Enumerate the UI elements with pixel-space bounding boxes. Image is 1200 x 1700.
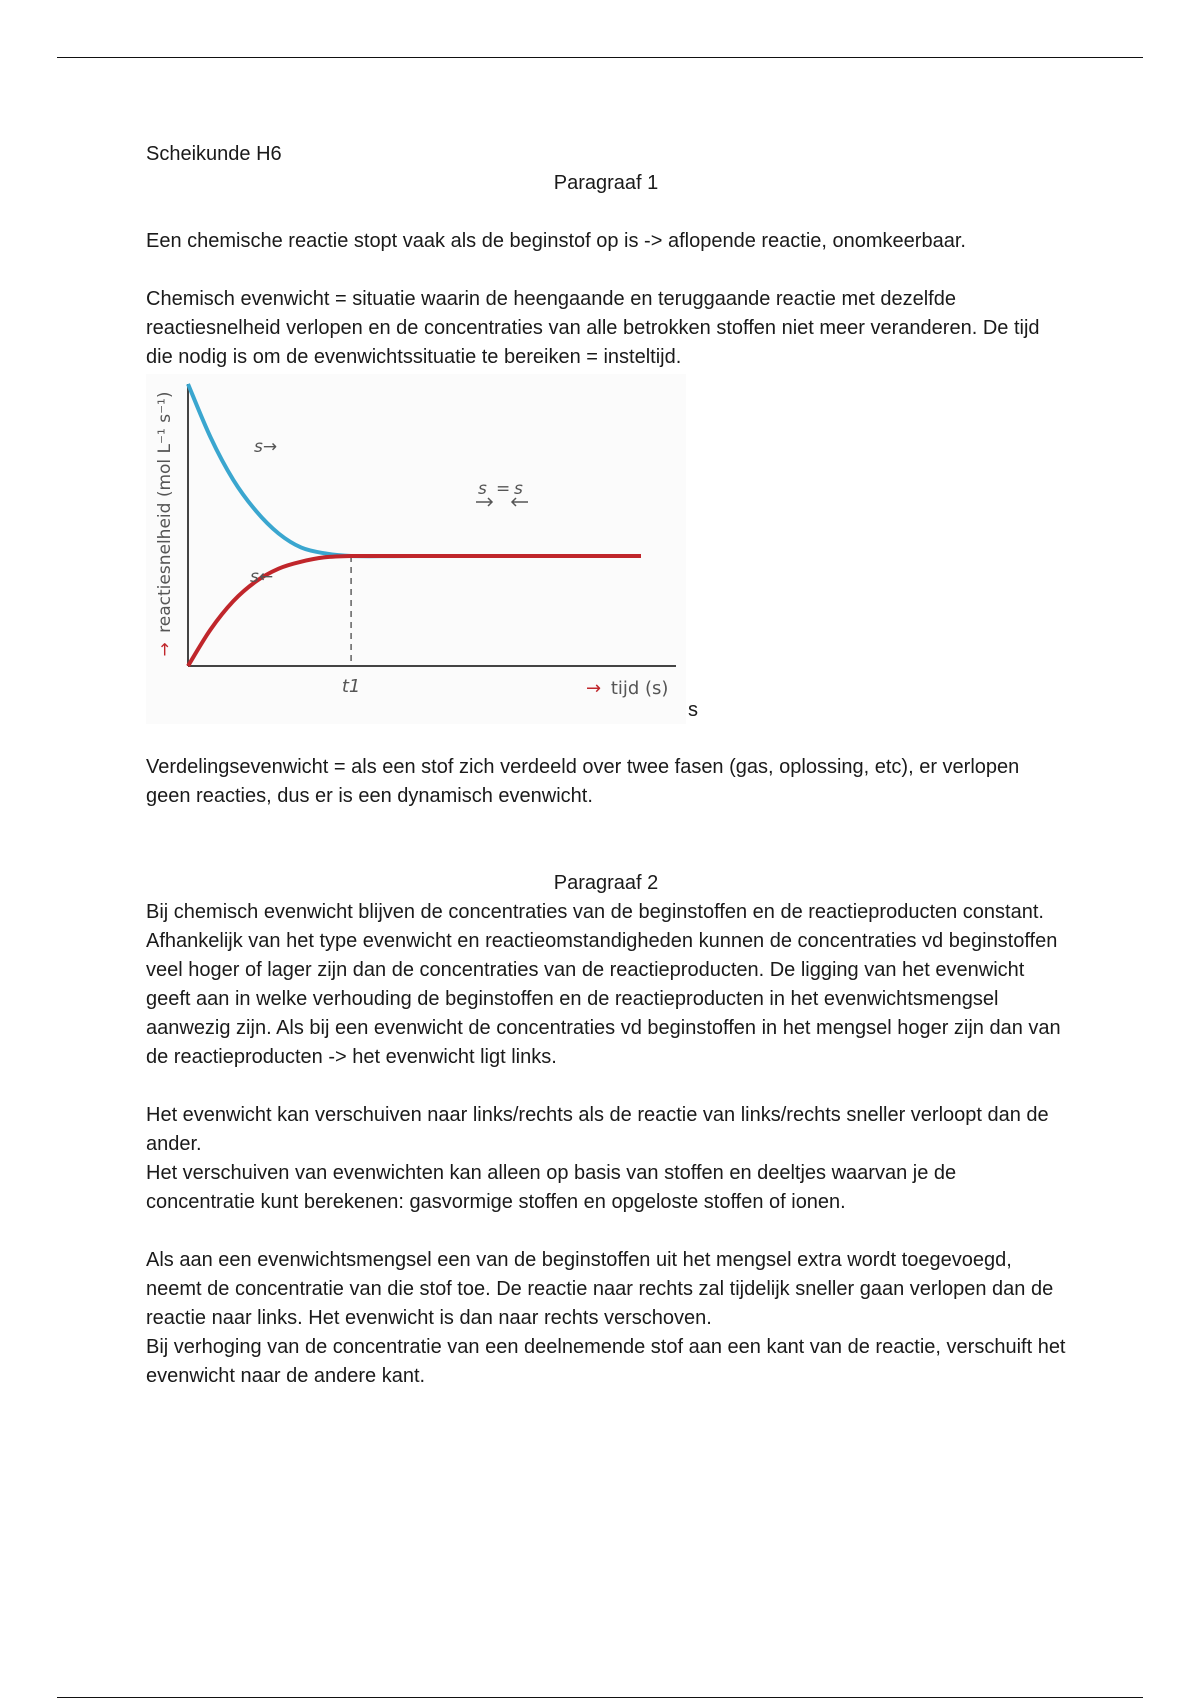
document-title: Scheikunde H6 bbox=[146, 143, 282, 165]
equal-annotation-s1: s bbox=[478, 479, 487, 499]
section2-paragraph-2: Het evenwicht kan verschuiven naar links/rechts als de reactie van links/rechts sneller verloopt dan de ander. bbox=[146, 1104, 1049, 1155]
y-axis-label: reactiesnelheid (mol L⁻¹ s⁻¹) bbox=[155, 391, 175, 633]
document-body bbox=[146, 140, 1066, 1391]
section2-heading: Paragraaf 2 bbox=[553, 872, 659, 894]
section1-heading: Paragraaf 1 bbox=[553, 172, 659, 194]
section1-paragraph-2: Chemisch evenwicht = situatie waarin de heengaande en teruggaande reactie met dezelfde reactiesnelheid verlopen en de concentraties van alle betrokken stoffen niet meer veranderen. De tijd die nodig is om de evenwichtssituatie te bereiken = insteltijd. bbox=[146, 288, 1040, 368]
section1-paragraph-1: Een chemische reactie stopt vaak als de beginstof op is -> aflopende reactie, onomkeerbaar. bbox=[146, 230, 966, 252]
equal-annotation-s2: s bbox=[514, 479, 523, 499]
section2-paragraph-1: Bij chemisch evenwicht blijven de concentraties van de beginstoffen en de reactieproducten constant. Afhankelijk van het type evenwicht en reactieomstandigheden kunnen de concentraties vd beginstoffen veel hoger of lager zijn dan de concentraties van de reactieproducten. De ligging van het evenwicht geeft aan in welke verhouding de beginstoffen en de reactieproducten in het evenwichtsmengsel aanwezig zijn. Als bij een evenwicht de concentraties vd beginstoffen in het mengsel hoger zijn dan van de reactieproducten -> het evenwicht ligt links. bbox=[146, 901, 1061, 1068]
footer-rule bbox=[57, 1697, 1143, 1698]
x-axis-arrow: → bbox=[586, 678, 602, 699]
section1-paragraph-3: Verdelingsevenwicht = als een stof zich verdeeld over twee fasen (gas, oplossing, etc), er verlopen geen reacties, dus er is een dynamisch evenwicht. bbox=[146, 756, 1020, 807]
backward-rate-annotation: s← bbox=[250, 567, 274, 587]
y-axis-arrow: → bbox=[155, 642, 175, 657]
x-tick-label-t1: t1 bbox=[341, 676, 361, 697]
reaction-rate-chart-svg bbox=[146, 374, 686, 724]
reaction-rate-graph bbox=[146, 374, 706, 724]
header-rule bbox=[57, 57, 1143, 58]
section2-paragraph-3: Het verschuiven van evenwichten kan alleen op basis van stoffen en deeltjes waarvan je de concentratie kunt berekenen: gasvormige stoffen en opgeloste stoffen of ionen. bbox=[146, 1162, 957, 1213]
x-axis-label: tijd (s) bbox=[610, 678, 669, 699]
svg-text:→ tijd (s) bbox=[586, 678, 668, 699]
section2-paragraph-4: Als aan een evenwichtsmengsel een van de beginstoffen uit het mengsel extra wordt toegevoegd, neemt de concentratie van die stof toe. De reactie naar rechts zal tijdelijk sneller gaan verlopen dan de reactie naar links. Het evenwicht is dan naar rechts verschoven. bbox=[146, 1249, 1054, 1329]
chart-background bbox=[146, 374, 686, 724]
svg-text:→ reactiesnelheid (m bbox=[155, 392, 175, 657]
section2-paragraph-5: Bij verhoging van de concentratie van een deelnemende stof aan een kant van de reactie, verschuift het evenwicht naar de andere kant. bbox=[146, 1336, 1066, 1387]
forward-rate-annotation: s→ bbox=[254, 437, 278, 457]
figure-suffix-text: s bbox=[688, 699, 698, 721]
equal-annotation-sign: = bbox=[496, 479, 511, 499]
